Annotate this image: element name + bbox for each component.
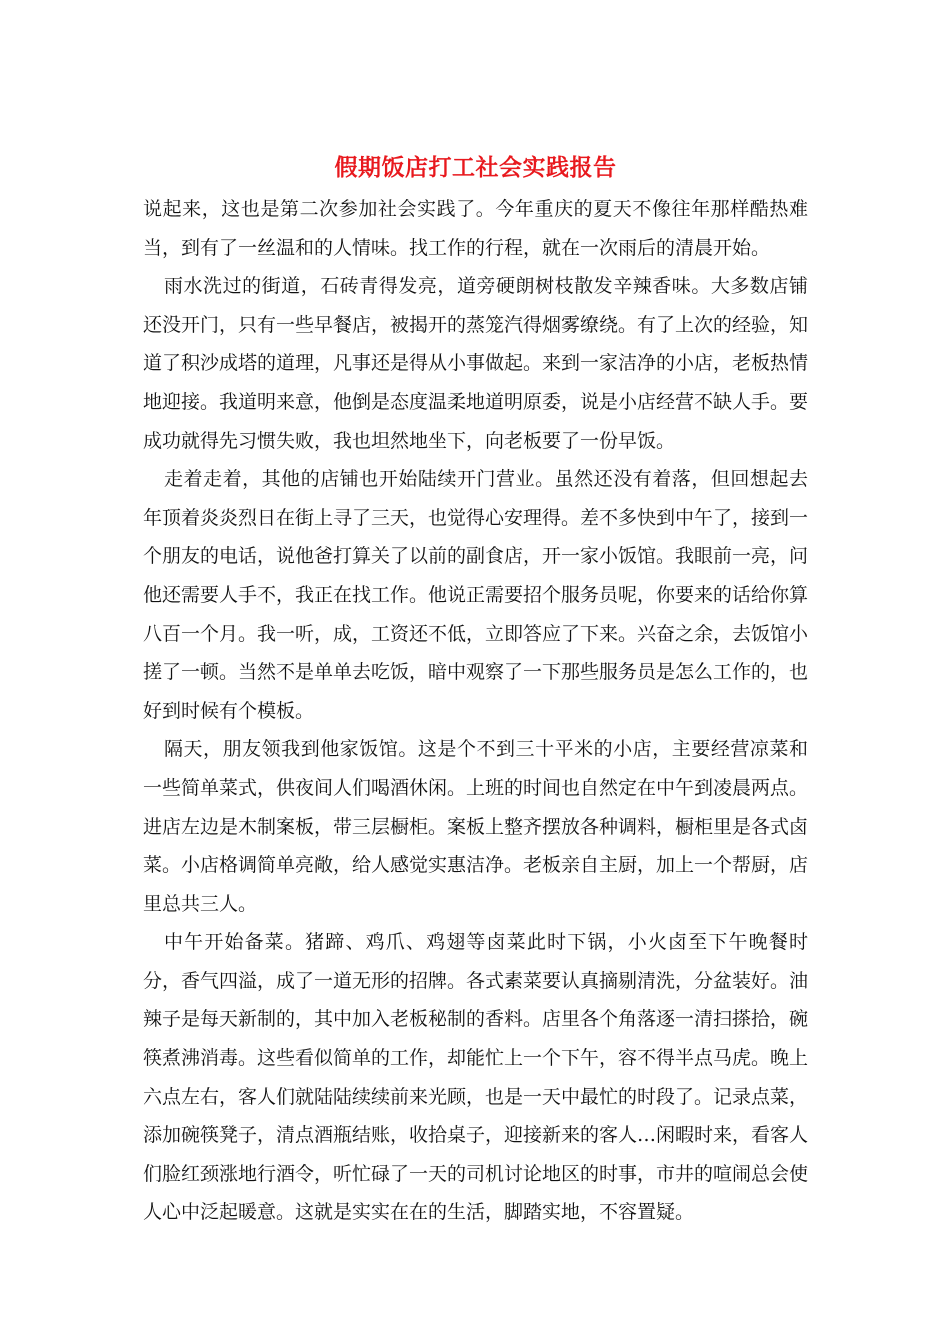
paragraph-4: 隔天，朋友领我到他家饭馆。这是个不到三十平米的小店，主要经营凉菜和一些简单菜式，供夜间人们喝酒休闲。上班的时间也自然定在中午到凌晨两点。进店左边是木制案板，带三层橱柜。案板上整齐摆放各种调料，橱柜里是各式卤菜。小店格调简单亮敞，给人感觉实惠洁净。老板亲自主厨，加上一个帮厨，店里总共三人。 (143, 738, 809, 915)
paragraph-3: 走着走着，其他的店铺也开始陆续开门营业。虽然还没有着落，但回想起去年顶着炎炎烈日在街上寻了三天，也觉得心安理得。差不多快到中午了，接到一个朋友的电话，说他爸打算关了以前的副食店，开一家小饭馆。我眼前一亮，问他还需要人手不，我正在找工作。他说正需要招个服务员呢，你要来的话给你算八百一个月。我一听，成，工资还不低，立即答应了下来。兴奋之余，去饭馆小搓了一顿。当然不是单单去吃饭，暗中观察了一下那些服务员是怎么工作的，也好到时候有个模板。 (143, 468, 809, 722)
paragraph-1: 说起来，这也是第二次参加社会实践了。今年重庆的夏天不像往年那样酷热难当，到有了一丝温和的人情味。找工作的行程，就在一次雨后的清晨开始。 (143, 198, 808, 259)
paragraph-5: 中午开始备菜。猪蹄、鸡爪、鸡翅等卤菜此时下锅，小火卤至下午晚餐时分，香气四溢，成了一道无形的招牌。各式素菜要认真摘剔清洗，分盆装好。油辣子是每天新制的，其中加入老板秘制的香料。店里各个角落逐一清扫搽拾，碗筷煮沸消毒。这些看似简单的工作，却能忙上一个下午，容不得半点马虎。晚上六点左右，客人们就陆陆续续前来光顾，也是一天中最忙的时段了。记录点菜，添加碗筷凳子，清点酒瓶结账，收拾桌子，迎接新来的客人…闲暇时来，看客人们脸红颈涨地行酒令，听忙碌了一天的司机讨论地区的时事，市井的喧闹总会使人心中泛起暖意。这就是实实在在的生活，脚踏实地，不容置疑。 (143, 931, 809, 1224)
document-title: 假期饭店打工社会实践报告 (334, 154, 617, 181)
paragraph-2: 雨水洗过的街道，石砖青得发亮，道旁硬朗树枝散发辛辣香味。大多数店铺还没开门，只有一些早餐店，被揭开的蒸笼汽得烟雾缭绕。有了上次的经验，知道了积沙成塔的道理，凡事还是得从小事做起。来到一家洁净的小店，老板热情地迎接。我道明来意，他倒是态度温柔地道明原委，说是小店经营不缺人手。要成功就得先习惯失败，我也坦然地坐下，向老板要了一份早饭。 (143, 275, 809, 452)
document-body (143, 146, 808, 1232)
